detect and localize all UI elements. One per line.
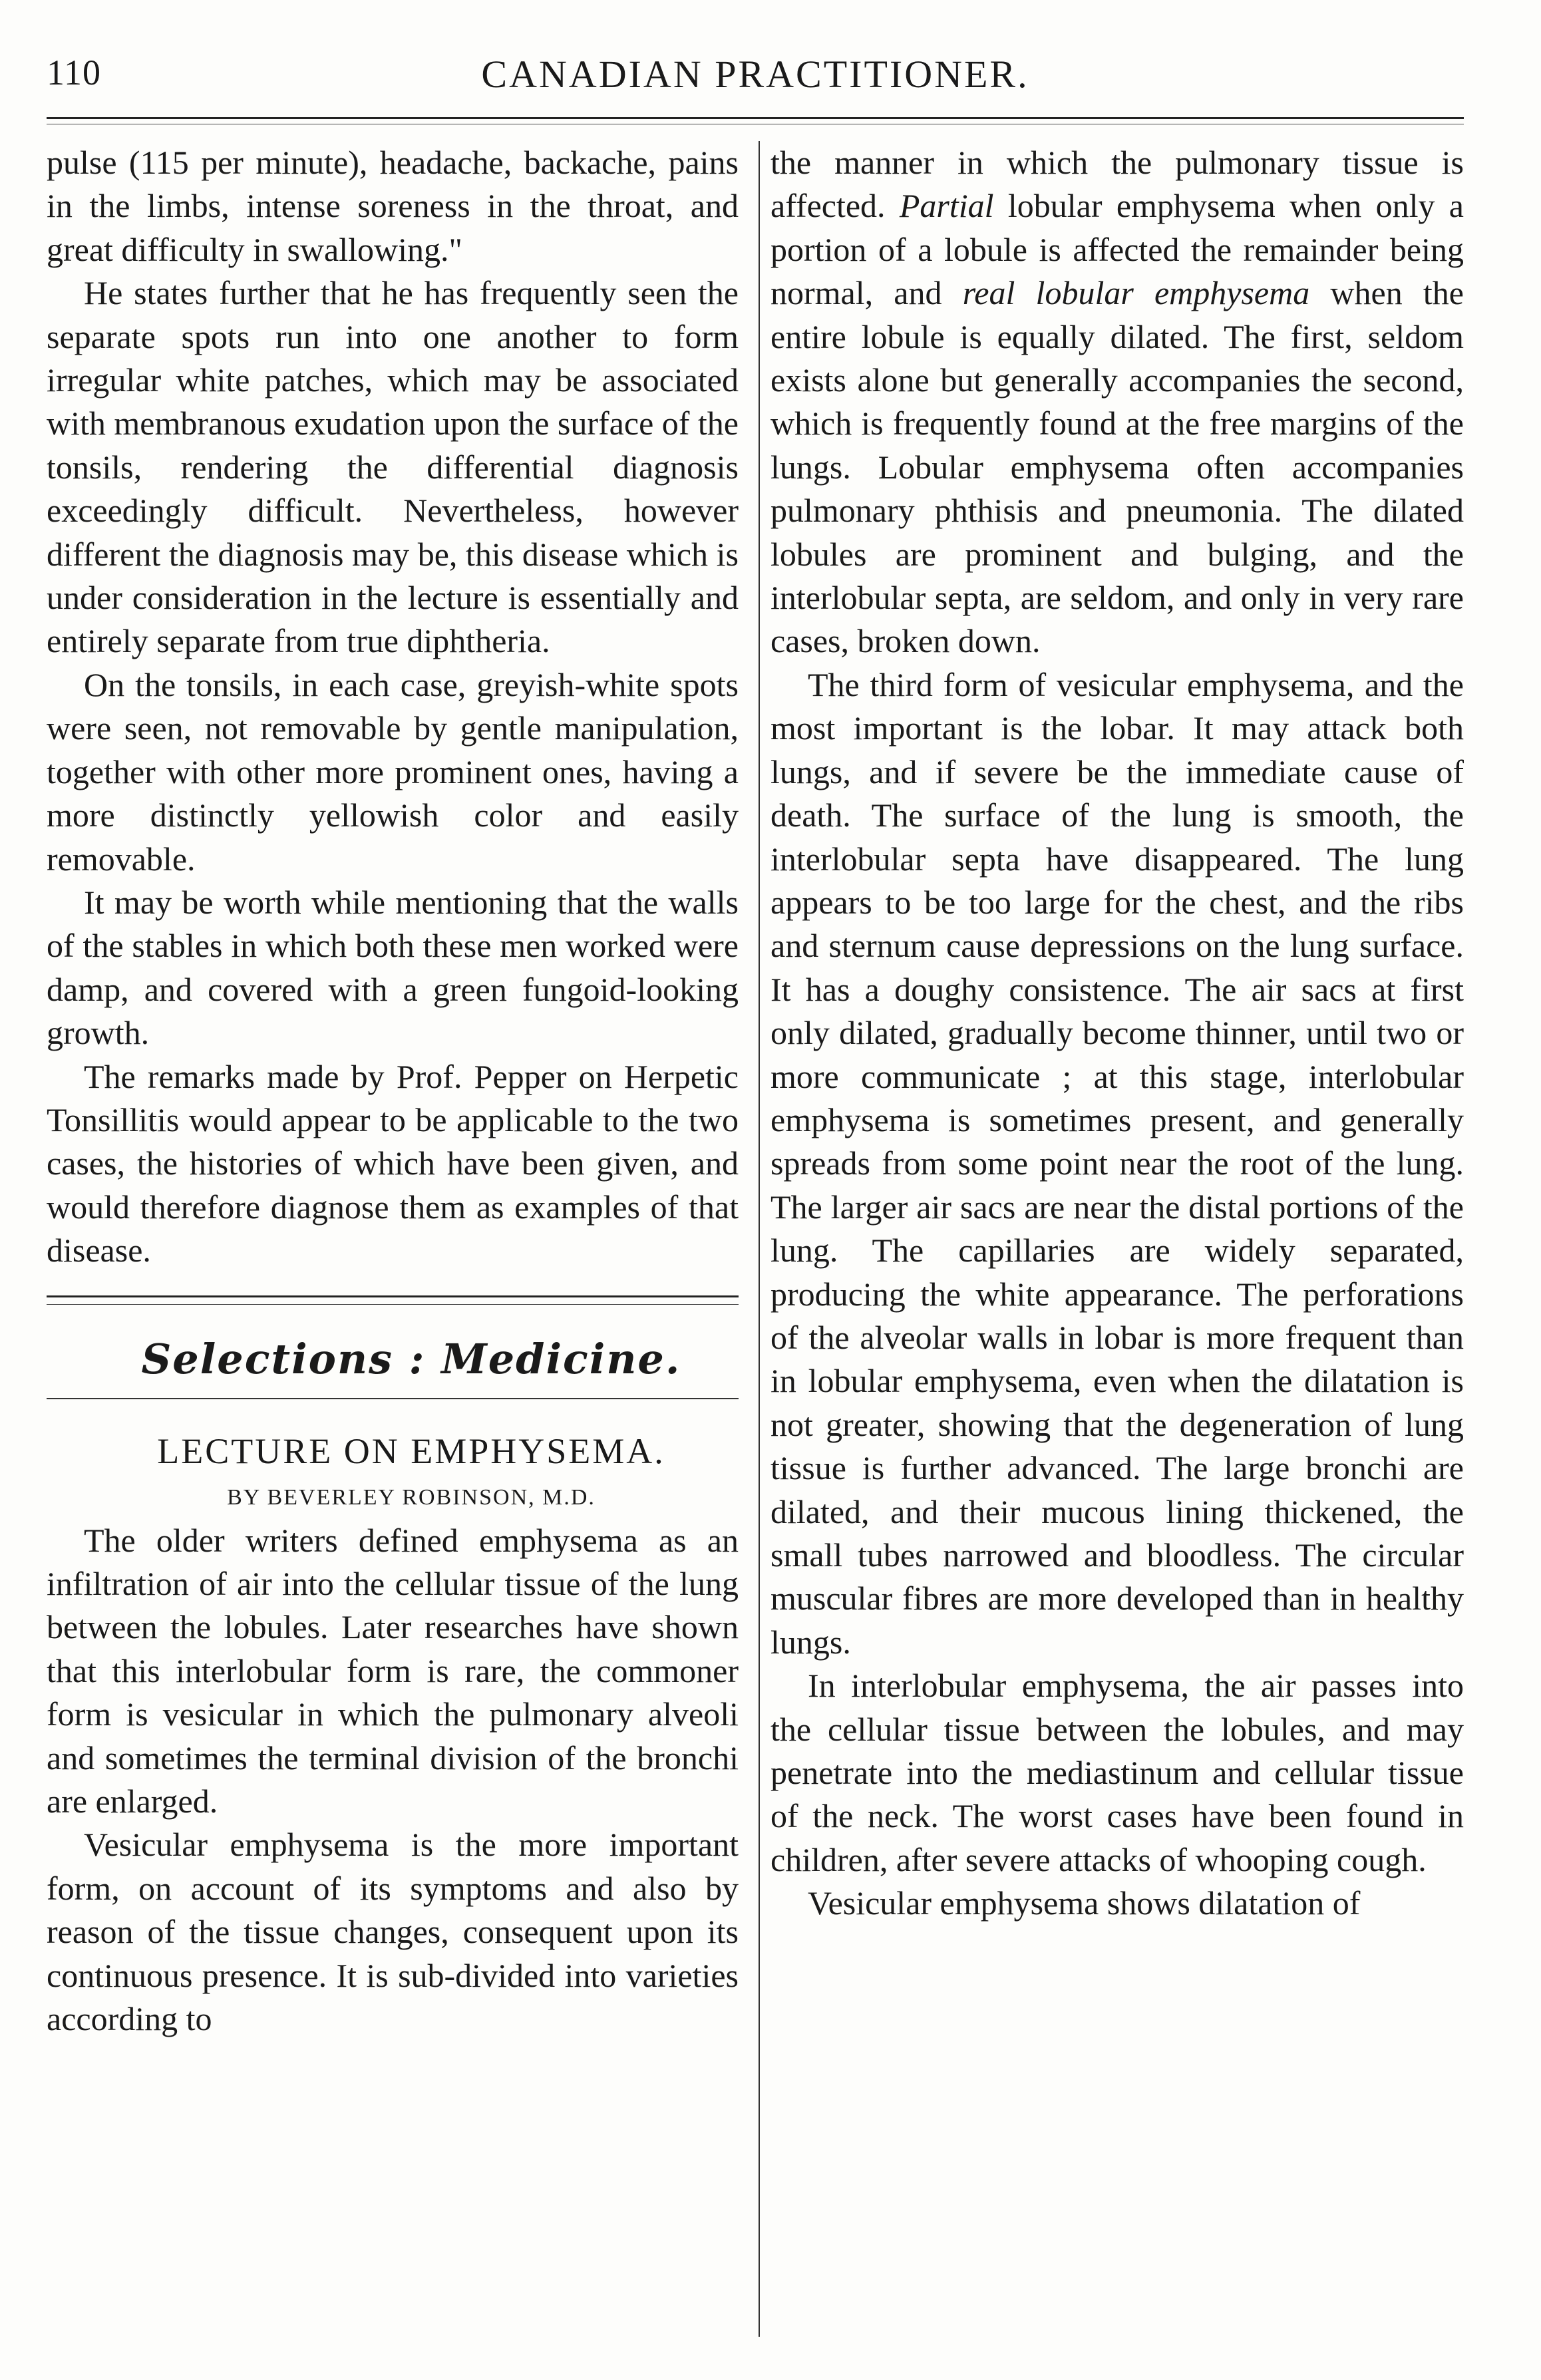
- paragraph: Vesicular emphysema shows dilatation of: [808, 1884, 1361, 1922]
- text-run: the manner in which the pulmonary tissue is affected.: [770, 144, 1464, 225]
- paragraph: The third form of vesicular emphysema, and the most important is the lobar. It may attack both lungs, and if severe be the immediate cause of death. The surface of the lung is smooth, the interlobular septa have disappeared. The lung appears to be too large for the chest, and the ribs and sternum cause depressions on the lung surface. It has a doughy consistence. The air sacs at first only dilated, gradually become thinner, until two or more communicate ; at this stage, interlobular emphysema is sometimes present, and generally spreads from some point near the root of the lung. The larger air sacs are near the distal portions of the lung. The capillaries are widely separated, producing the white appearance. The perforations of the alveolar walls in lobar is more frequent than in lobular emphysema, even when the dilatation is not greater, showing that the degeneration of lung tissue is further advanced. The large bronchi are dilated, and their mucous lining thickened, the small tubes narrowed and bloodless. The circular muscular fibres are more developed than in healthy lungs.: [770, 665, 1464, 1661]
- paragraph: The remarks made by Prof. Pepper on Herpetic Tonsillitis would appear to be applicable to the two cases, the histories of which have been given, and would therefore diagnose them as examples of that disease.: [47, 1057, 739, 1270]
- running-head: [47, 52, 1464, 112]
- paragraph: pulse (115 per minute), headache, backache, pains in the limbs, intense soreness in the throat, and great difficulty in swallowing.": [47, 144, 739, 268]
- byline: BY BEVERLEY ROBINSON, M.D.: [227, 1484, 596, 1510]
- paragraph: It may be worth while mentioning that the walls of the stables in which both these men worked were damp, and covered with a green fungoid-looking growth.: [47, 883, 739, 1052]
- paragraph: In interlobular emphysema, the air passes into the cellular tissue between the lobules, and may penetrate into the mediastinum and cellular tissue of the neck. The worst cases have been found in children, after severe attacks of whooping cough.: [770, 1667, 1464, 1878]
- text-run: lobular emphysema when only a portion of a lobule is affected the remainder being normal, and: [770, 187, 1464, 312]
- section-rule: [47, 1295, 739, 1297]
- paragraph: Vesicular emphysema is the more important form, on account of its symptoms and also by reason of the tissue changes, consequent upon its continuous presence. It is sub-divided into varieties according to: [47, 1826, 739, 2038]
- paragraph: [770, 141, 1464, 663]
- journal-title: CANADIAN PRACTITIONER.: [481, 53, 1029, 96]
- left-column: [47, 141, 739, 2041]
- right-column: [770, 141, 1464, 1926]
- italic-term: Partial: [899, 187, 994, 225]
- column-divider: [759, 141, 760, 2337]
- header-rule: [47, 117, 1464, 119]
- page-number: 110: [47, 53, 101, 92]
- paragraph: On the tonsils, in each case, greyish-white spots were seen, not removable by gentle manipulation, together with other more prominent ones, having a more distinctly yellowish color and easily removable.: [47, 665, 739, 878]
- paragraph: The older writers defined emphysema as an infiltration of air into the cellular tissue of the lung between the lobules. Later researches have shown that this interlobular form is rare, the commoner form is vesicular in which the pulmonary alveoli and sometimes the terminal division of the bronchi are enlarged.: [47, 1521, 739, 1820]
- section-rule-thin: [47, 1304, 739, 1305]
- section-rule-bottom: [47, 1398, 739, 1399]
- section-heading: Selections : Medicine.: [141, 1334, 681, 1383]
- paragraph: He states further that he has frequently seen the separate spots run into one another to form irregular white patches, which may be associated with membranous exudation upon the surface of the tonsils, rendering the differential diagnosis exceedingly difficult. Nevertheless, however different the diagnosis may be, this disease which is under consideration in the lecture is essentially and entirely separate from true diphtheria.: [47, 274, 739, 660]
- italic-term: real lobular emphysema: [962, 274, 1310, 312]
- text-run: when the entire lobule is equally dilated. The first, seldom exists alone but generally accompanies the second, which is frequently found at the free margins of the lungs. Lobular emphysema often accompanies pulmonary phthisis and pneumonia. The dilated lobules are prominent and bulging, and the interlobular septa, are seldom, and only in very rare cases, broken down.: [770, 274, 1464, 660]
- article-title: LECTURE ON EMPHYSEMA.: [157, 1431, 665, 1471]
